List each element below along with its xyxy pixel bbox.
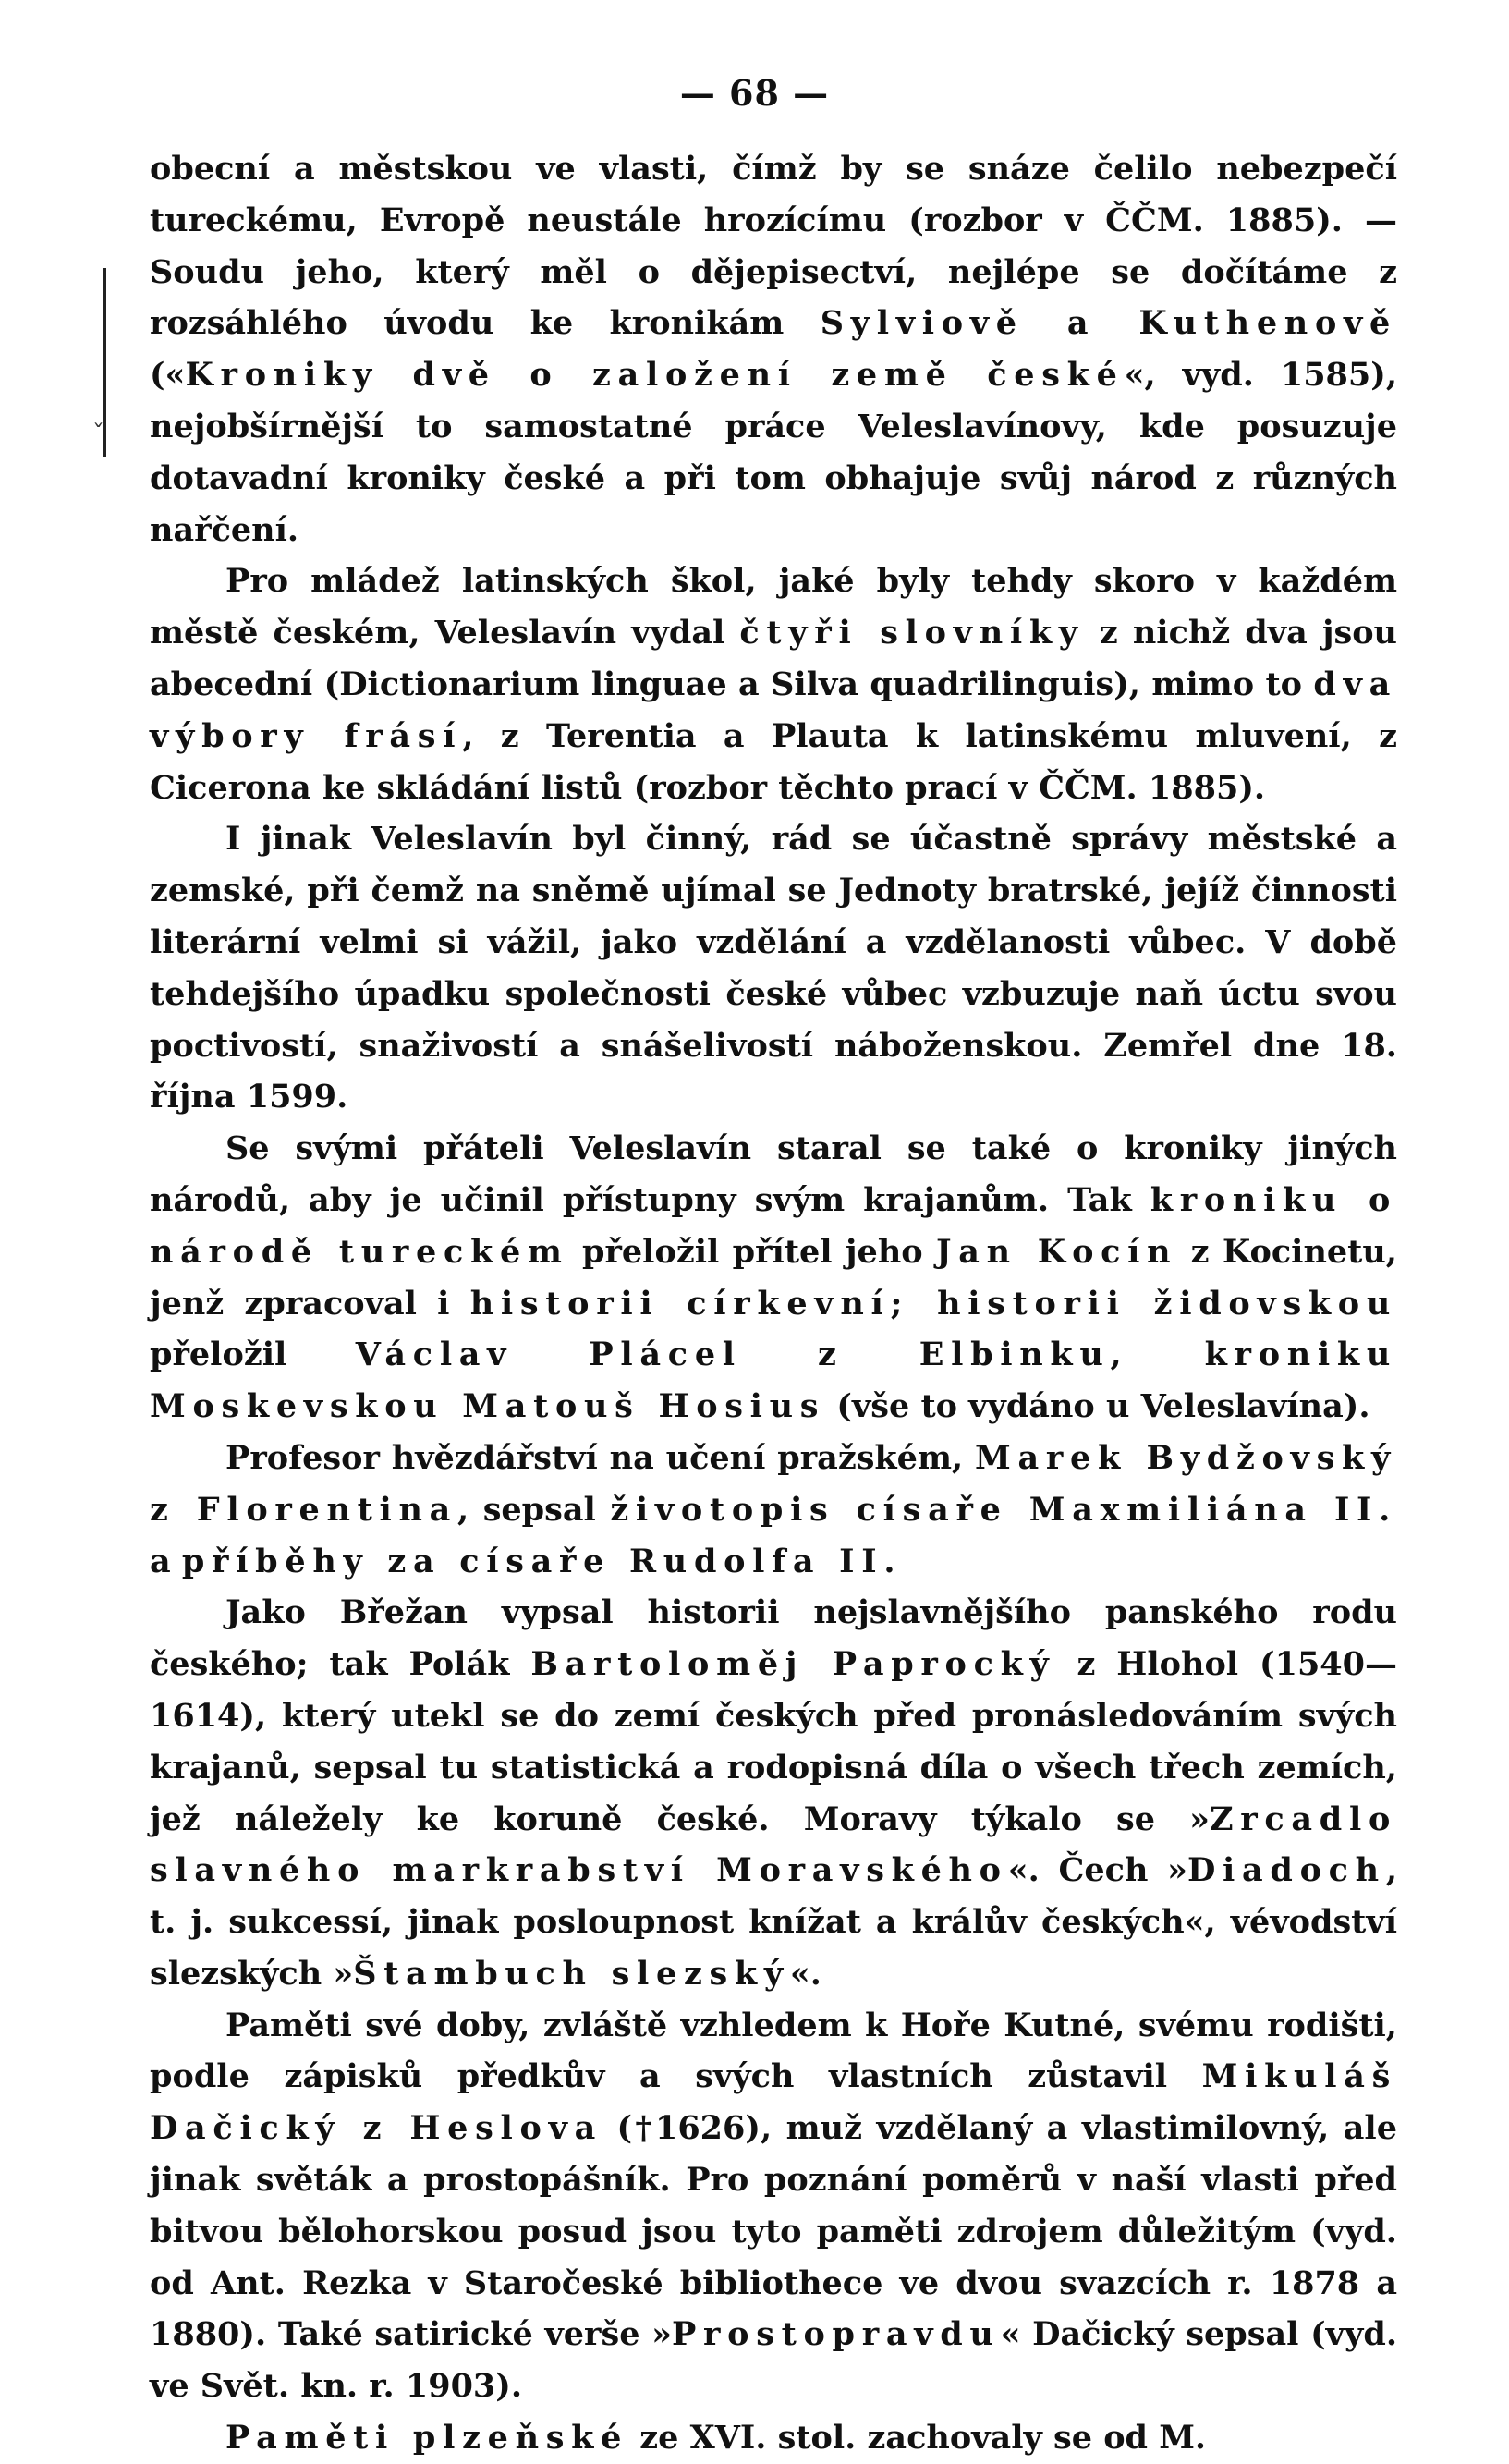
text-run: Se svými přáteli Veleslavín staral se také o kroniky jiných národů, aby je učinil přístupny svým krajanům. Tak	[150, 1129, 1397, 1219]
paragraph	[150, 813, 1397, 1123]
margin-pencil-tick: ˇ	[92, 421, 104, 448]
spaced-emphasis-text: životopis císaře Maxmiliána II.	[610, 1490, 1397, 1529]
spaced-emphasis-text: příběhy za císaře Rudolfa II.	[181, 1542, 903, 1580]
text-run: Pro mládež latinských škol, jaké byly tehdy skoro v každém městě českém, Veleslavín vydal	[150, 562, 1397, 653]
text-run: Paměti své doby, zvláště vzhledem k Hoře Kutné, svému rodišti, podle zápisků předkův a svých vlastních zůstavil	[150, 2006, 1397, 2096]
paragraph	[150, 555, 1397, 813]
spaced-emphasis-text: kroniku o národě tureckém	[150, 1180, 1397, 1271]
spaced-emphasis-text: dva výbory frásí	[150, 665, 1397, 755]
spaced-emphasis-text: Prostopravdu	[672, 2315, 1001, 2354]
paragraph	[150, 1587, 1397, 1999]
spaced-emphasis-text: čtyři slovníky	[739, 614, 1085, 653]
spaced-emphasis-text: Štambuch slezský	[353, 1954, 790, 1993]
spaced-emphasis-text: Paměti plzeňské	[225, 2419, 629, 2458]
text-run: (†1626), muž vzdělaný a vlastimilovný, ale jinak světák a prostopášník. Pro poznání poměrů v naší vlasti před bitvou bělohorskou posud jsou tyto paměti zdrojem důležitým (vyd. od Ant. Rezka v Staročeské bibliothece ve dvou svazcích r. 1878 a 1880). Také satirické verše »	[150, 2109, 1397, 2354]
text-run: Profesor hvězdářství na učení pražském,	[225, 1438, 976, 1477]
paragraph	[150, 2412, 1397, 2464]
spaced-emphasis-text: Václav Plácel z Elbinku, kroniku Moskevskou Matouš Hosius	[150, 1336, 1397, 1426]
text-run: «, vyd. 1585), nejobšírnější to samostatné práce Veleslavínovy, kde posuzuje dotavadní kroniky české a při tom obhajuje svůj národ z různých nařčení.	[150, 356, 1398, 549]
text-run: (vše to vydáno u Veleslavína).	[825, 1387, 1370, 1426]
text-run: , z Terentia a Plauta k latinskému mluvení, z Cicerona ke skládání listů (rozbor těchto prací v ČČM. 1885).	[150, 716, 1397, 807]
spaced-emphasis-text: Zrcadlo slavného markrabství Moravského	[150, 1799, 1397, 1890]
text-run: Jako Břežan vypsal historii nejslavnějšího panského rodu českého; tak Polák	[150, 1593, 1397, 1684]
text-run: a	[150, 1542, 182, 1580]
spaced-emphasis-text: Kroniky dvě o založení země české	[185, 356, 1125, 395]
body-text	[150, 143, 1397, 2464]
page-number: — 68 —	[679, 72, 830, 114]
text-run: přeložil přítel jeho	[568, 1232, 936, 1271]
spaced-emphasis-text: Jan Kocín	[935, 1232, 1178, 1271]
spaced-emphasis-text: historii církevní; historii židovskou	[469, 1284, 1397, 1323]
paragraph	[150, 1433, 1397, 1587]
paragraph	[150, 1123, 1397, 1433]
paragraph	[150, 2000, 1397, 2412]
paragraph	[150, 143, 1397, 555]
spaced-emphasis-text: Sylviově a Kuthenově	[820, 304, 1397, 343]
text-run: («	[150, 356, 186, 395]
text-run: z Kocinetu, jenž zpracoval i	[150, 1232, 1397, 1323]
spaced-emphasis-text: Mikuláš Dačický z Heslova	[150, 2057, 1397, 2148]
spaced-emphasis-text: Bartoloměj Paprocký	[530, 1645, 1056, 1684]
text-run: z nichž dva jsou abecední (Dictionarium linguae a Silva quadrilinguis), mimo to	[150, 614, 1397, 703]
text-run: I jinak Veleslavín byl činný, rád se účastně správy městské a zemské, při čemž na sněmě ujímal se Jednoty bratrské, jejíž činnosti literární velmi si vážil, jako vzdělání a vzdělanosti vůbec. V době tehdejšího úpadku společnosti české vůbec vzbuzuje naň úctu svou poctivostí, snaživostí a snášelivostí náboženskou. Zemřel dne 18. října 1599.	[150, 820, 1397, 1116]
spaced-emphasis-text: Marek Bydžovský z Florentina	[150, 1438, 1397, 1529]
text-run: ze XVI. stol. zachovaly se od M.	[628, 2419, 1207, 2458]
text-run: obecní a městskou ve vlasti, čímž by se snáze čelilo nebezpečí tureckému, Evropě neustále hrozícímu (rozbor v ČČM. 1885). — Soudu jeho, který měl o dějepisectví, nejlépe se dočítáme z rozsáhlého úvodu ke kronikám	[150, 150, 1397, 343]
text-run: , t. j. sukcessí, jinak posloupnost knížat a králův českých«, vévodství slezských »	[150, 1851, 1397, 1993]
text-run: z Hlohol (1540—1614), který utekl se do zemí českých před pronásledováním svých krajanů, sepsal tu statistická a rodopisná díla o všech třech zemích, jež náležely ke koruně české. Moravy týkalo se »	[150, 1645, 1397, 1838]
text-run: přeložil	[150, 1336, 356, 1374]
text-run: «.	[789, 1954, 821, 1993]
spaced-emphasis-text: Diadoch	[1187, 1851, 1386, 1890]
text-run: « Dačický sepsal (vyd. ve Svět. kn. r. 1903).	[150, 2315, 1398, 2406]
text-run: «. Čech »	[1007, 1851, 1187, 1890]
text-run: , sepsal	[457, 1490, 611, 1529]
